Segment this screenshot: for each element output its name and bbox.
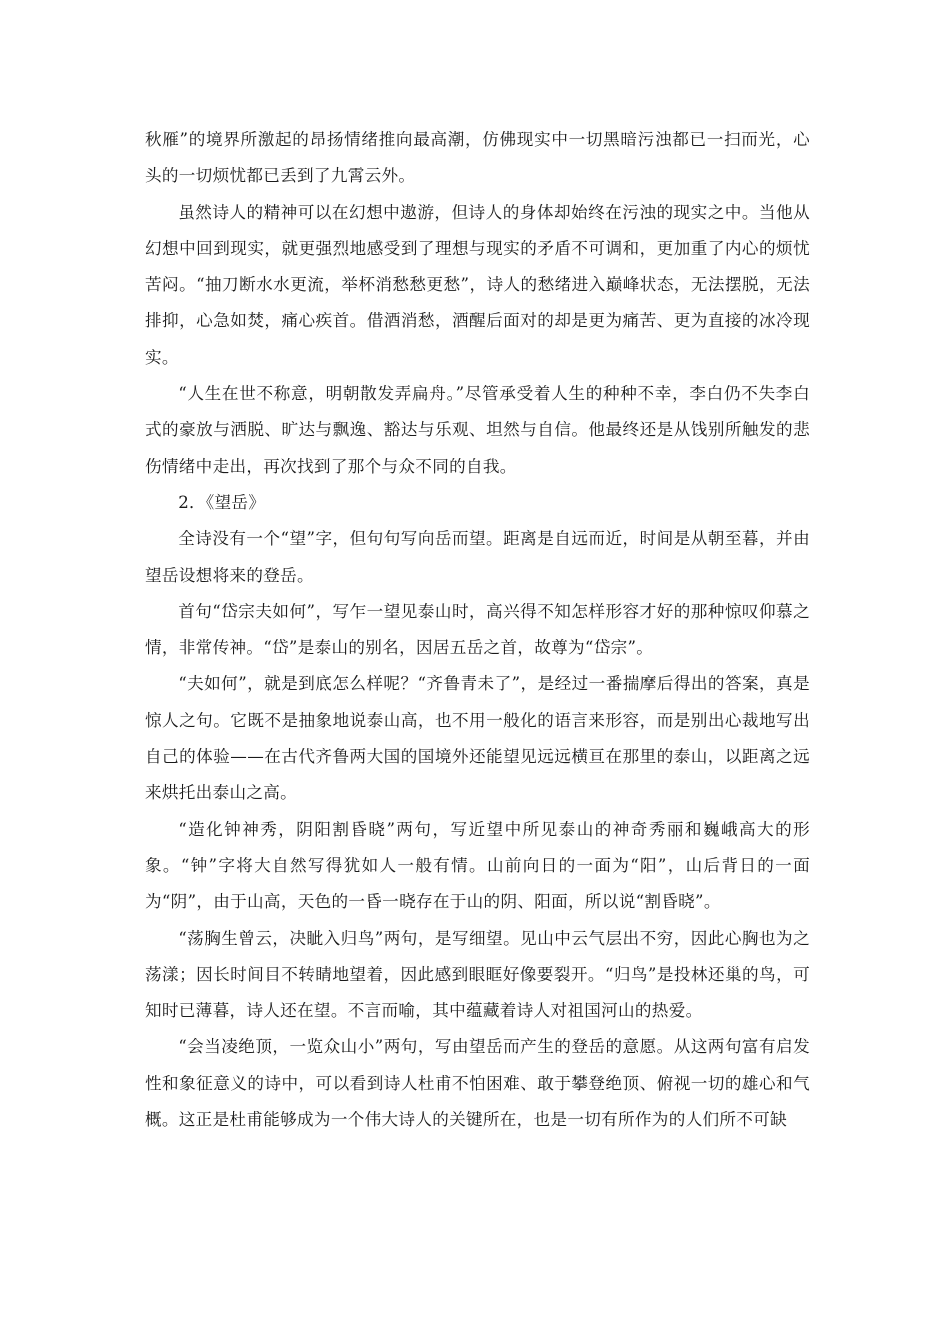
paragraph-zaohua: “造化钟神秀，阴阳割昏晓”两句，写近望中所见泰山的神奇秀丽和巍峨高大的形象。“钟”字将大自然写得犹如人一般有情。山前向日的一面为“阳”，山后背日的一面为“阴”，由于山高，天色的一昏一晓存在于山的阴、阳面，所以说“割昏晓”。 (145, 819, 810, 912)
document-body (145, 122, 810, 1138)
paragraph-life: “人生在世不称意，明朝散发弄扁舟。”尽管承受着人生的种种不幸，李白仍不失李白式的豪放与洒脱、旷达与飘逸、豁达与乐观、坦然与自信。他最终还是从饯别所触发的悲伤情绪中走出，再次找到了那个与众不同的自我。 (145, 384, 810, 476)
paragraph-huidang: “会当凌绝顶，一览众山小”两句，写由望岳而产生的登岳的意愿。从这两句富有启发性和象征意义的诗中，可以看到诗人杜甫不怕困难、敢于攀登绝顶、俯视一切的雄心和气概。这正是杜甫能够成为一个伟大诗人的关键所在，也是一切有所作为的人们所不可缺 (145, 1037, 810, 1130)
paragraph-continuation: 秋雁”的境界所激起的昂扬情绪推向最高潮，仿佛现实中一切黑暗污浊都已一扫而光，心头的一切烦忧都已丢到了九霄云外。 (145, 130, 810, 186)
paragraph-first-line: 首句“岱宗夫如何”，写乍一望见泰山时，高兴得不知怎样形容才好的那种惊叹仰慕之情，非常传神。“岱”是泰山的别名，因居五岳之首，故尊为“岱宗”。 (145, 601, 810, 658)
section-heading-wangyue: 2．《望岳》 (178, 492, 266, 512)
paragraph-reality: 虽然诗人的精神可以在幻想中遨游，但诗人的身体却始终在污浊的现实之中。当他从幻想中回到现实，就更强烈地感受到了理想与现实的矛盾不可调和，更加重了内心的烦忧苦闷。“抽刀断水水更流，举杯消愁愁更愁”，诗人的愁绪进入巅峰状态，无法摆脱，无法排抑，心急如焚，痛心疾首。借酒消愁，酒醒后面对的却是更为痛苦、更为直接的冰冷现实。 (145, 202, 810, 367)
paragraph-dangxiong: “荡胸生曾云，决眦入归鸟”两句，是写细望。见山中云气层出不穷，因此心胸也为之荡漾；因长时间目不转睛地望着，因此感到眼眶好像要裂开。“归鸟”是投林还巢的鸟，可知时已薄暮，诗人还在望。不言而喻，其中蕴藏着诗人对祖国河山的热爱。 (145, 928, 810, 1021)
paragraph-overview: 全诗没有一个“望”字，但句句写向岳而望。距离是自远而近，时间是从朝至暮，并由望岳设想将来的登岳。 (145, 529, 810, 585)
paragraph-furuhe: “夫如何”，就是到底怎么样呢？“齐鲁青未了”，是经过一番揣摩后得出的答案，真是惊人之句。它既不是抽象地说泰山高，也不用一般化的语言来形容，而是别出心裁地写出自己的体验——在古代齐鲁两大国的国境外还能望见远远横亘在那里的泰山，以距离之远来烘托出泰山之高。 (145, 674, 810, 803)
